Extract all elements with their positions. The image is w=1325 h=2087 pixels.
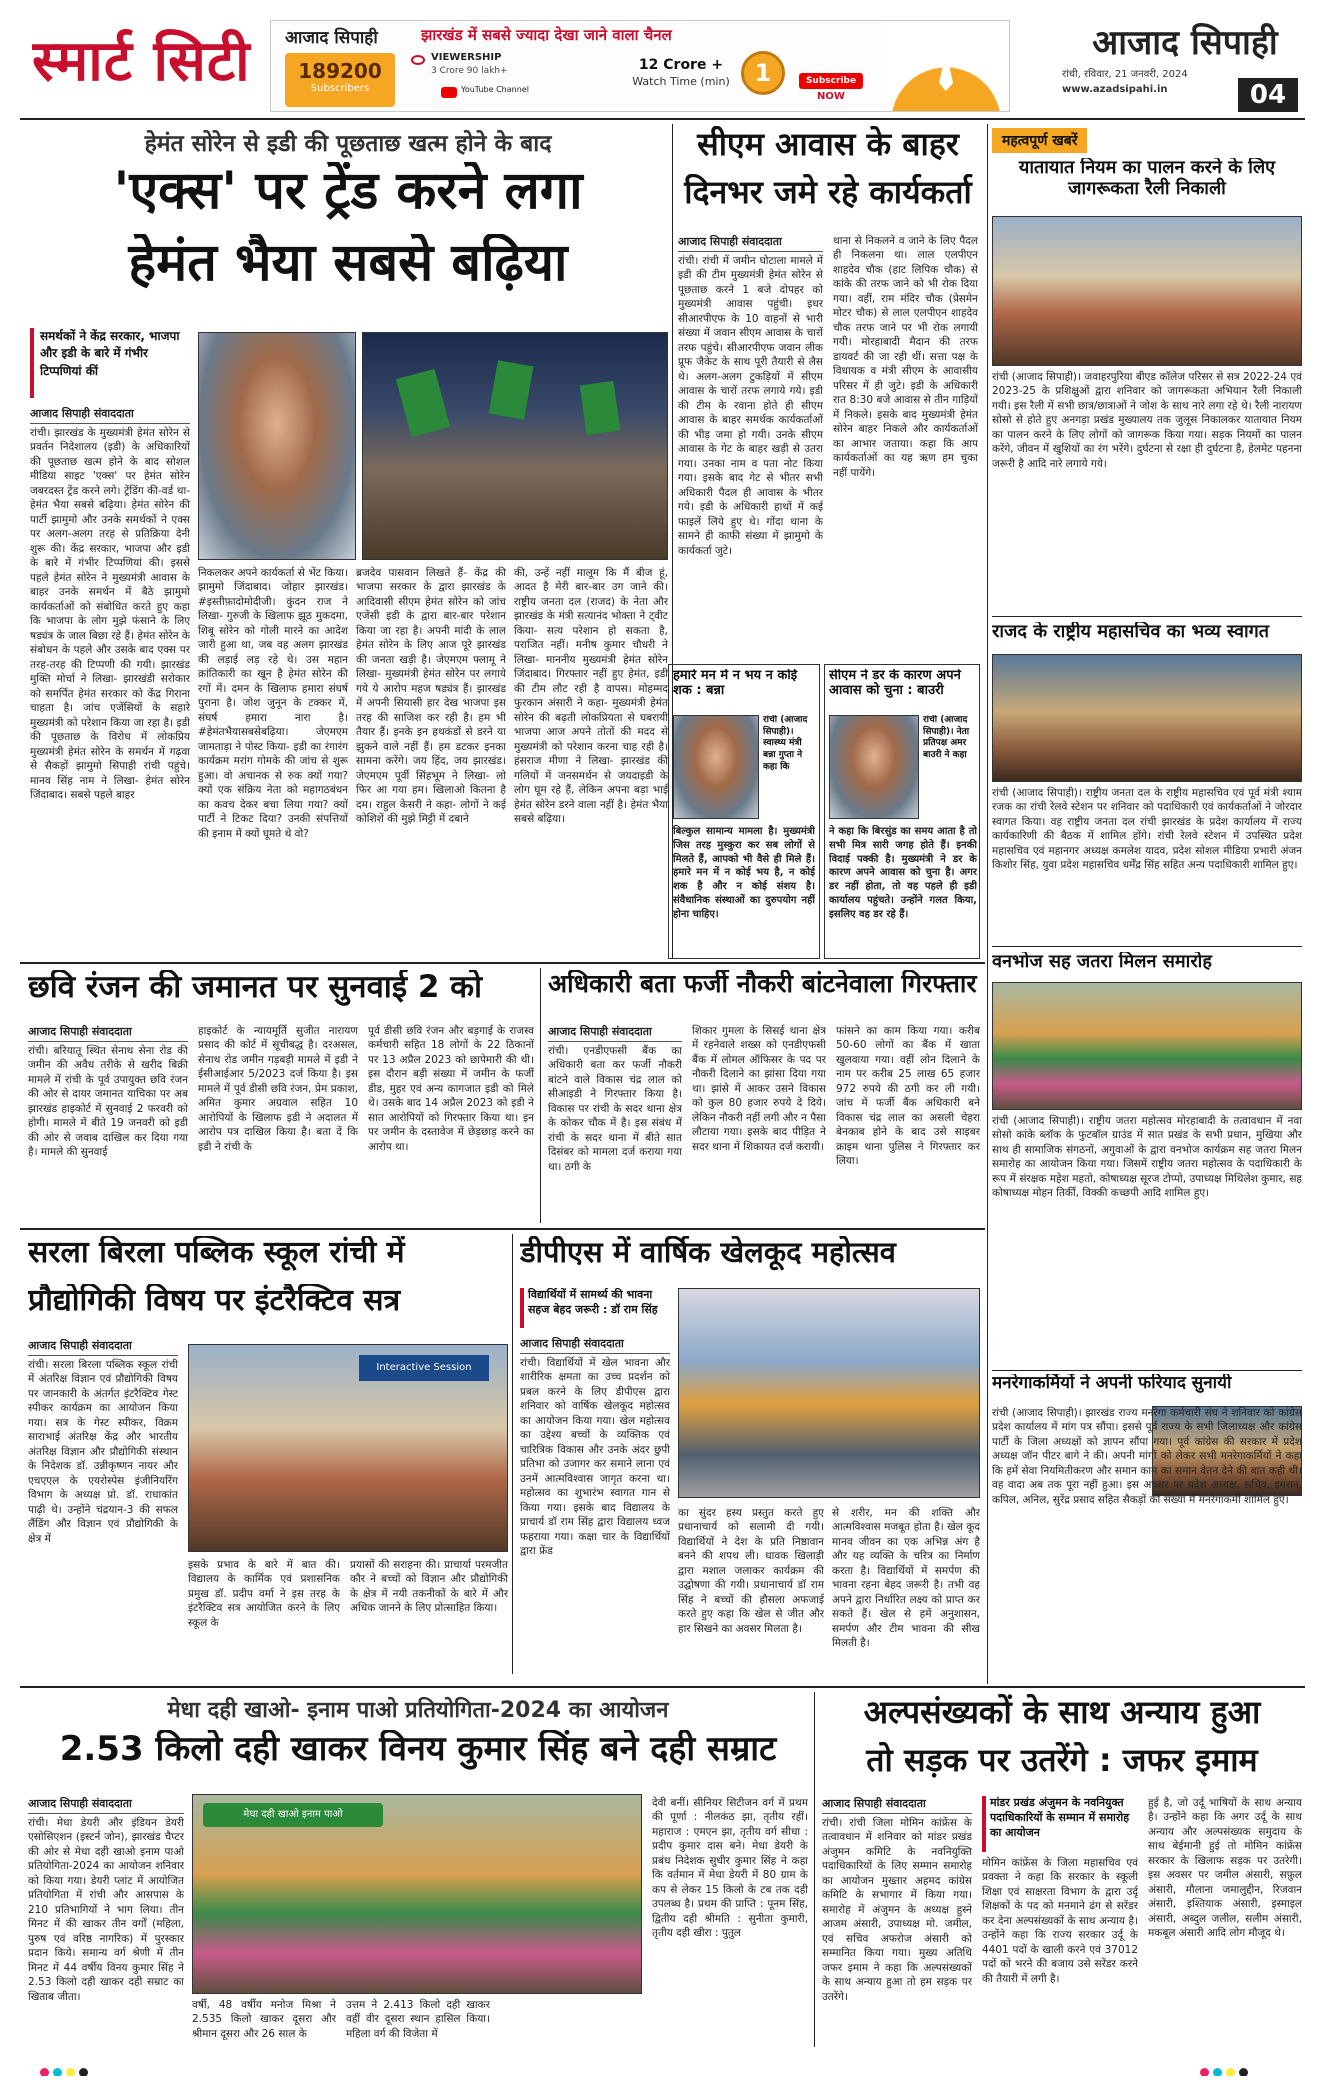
- milestone-number: 1: [754, 59, 772, 87]
- subscriber-badge: [285, 53, 395, 107]
- cm-house-headline-2: दिनभर जमे रहे कार्यकर्ता: [684, 174, 972, 211]
- lead-kicker: हेमंत सोरेन से इडी की पूछताछ खत्म होने के बाद: [144, 131, 552, 157]
- school-body-col2: इसके प्रभाव के बारे में बात की। विद्यालय के कार्मिक एवं प्रशासनिक प्रमुख डॉ. प्रदीप वर्मा ने इस तरह के इंटरैक्टिव सत्र आयोजित करने के लिए स्कूल के: [188, 1559, 340, 1629]
- cm-house-headline-1: सीएम आवास के बाहर: [697, 126, 959, 163]
- dps-body-col1: रांची। विद्यार्थियों में खेल भावना और शारीरिक क्षमता का उच्च प्रदर्शन को प्रबल करने के लिए डीपीएस द्वारा शनिवार को वार्षिक खेलकूद महोत्सव का आयोजन किया गया। खेल महोत्सव का उद्देश्य बच्चों के व्यक्तिक एवं चारित्रिक विकास और उनके अंदर छुपी प्रतिभा को उजागर कर समाने लाना एवं उनमें आत्मविश्वास जागृत करना था। महोत्सव का शुभारंभ स्वागत गान से किया गया। इसके बाद विद्यालय के प्राचार्य डॉ राम सिंह द्वारा विद्यालय ध्वज फहराया गया। कक्षा चार के विद्यार्थियों द्वारा फ्रेंड: [520, 1357, 670, 1558]
- dahi-body-col3: उत्तम ने 2.413 किलो दही खाकर वहीं वीर दूसरा स्थान हासिल किया। महिला वर्ग की विजेता में: [346, 1999, 490, 2040]
- sidebar-item4-headline: मनरेगाकर्मियों ने अपनी फरियाद सुनायी: [992, 1374, 1232, 1393]
- bauri-body: ने कहा कि बिरसुंड का समय आता है तो सभी मित्र सारी जगह होते हैं। इनकी विदाई पक्की है। मुख्यमंत्री ने डर के कारण अपने आवास को चुना है। अगर डर नहीं होता, तो वह पहले ही इडी कार्यालय पहुंचते। उन्होंने गलत किया, इसलिए वह डर रहे हैं।: [829, 826, 977, 920]
- channel-tagline: झारखंड में सबसे ज्यादा देखा जाने वाला चैनल: [421, 26, 672, 44]
- bunna-body: बिल्कुल सामान्य मामला है। मुख्यमंत्री जिस तरह मुस्कुरा कर सब लोगों से मिलते हैं, आपको भी वैसे ही मिले हैं। हमारे मन में न कोई भय है, न कोई शक है और न कोई संशय है। संवैधानिक संस्थाओं का दुरुपयोग नहीं होना चाहिए।: [673, 826, 815, 920]
- dahi-kicker: मेधा दही खाओ- इनाम पाओ प्रतियोगिता-2024 का आयोजन: [167, 1698, 669, 1723]
- lead-pullquote: समर्थकों ने केंद्र सरकार, भाजपा और इडी के बारे में गंभीर टिप्पणियां कीं: [30, 328, 190, 398]
- dahi-body-col2: वर्षी, 48 वर्षीय मनोज मिश्रा ने 2.535 किलो खाकर दूसरा और श्रीमान दूसरा और 26 साल के: [192, 1999, 336, 2040]
- sidebar-item1-photo: [992, 216, 1302, 366]
- youtube-label: YouTube Channel: [461, 85, 529, 94]
- fake-job-byline: आजाद सिपाही संवाददाता: [548, 1024, 682, 1042]
- sidebar-item2-headline: राजद के राष्ट्रीय महासचिव का भव्य स्वागत: [992, 622, 1270, 642]
- bauri-box: [824, 664, 980, 959]
- school-story: [28, 1234, 508, 1684]
- dps-body-col2: का सुंदर हस्य प्रस्तुत करते हुए प्रधानाचार्य को सलामी दी गयी। विद्यार्थियों ने देश के प्रति निष्ठावान बनने की शपथ ली। धावक खिलाड़ी द्वारा मशाल जलाकर कार्यक्रम की उद्घोषणा की गयी। प्रधानाचार्य डॉ राम सिंह ने बच्चों की हौसला अफजाई करते हुए कहा कि खेल से जीत और हार सिखने का अवसर मिलता है।: [678, 1507, 824, 1635]
- sidebar-item3-photo: [992, 982, 1302, 1110]
- subscribers-count: 189200: [298, 59, 382, 83]
- school-headline-1: सरला बिरला पब्लिक स्कूल रांची में: [28, 1236, 405, 1270]
- minority-subbox: मांडर प्रखंड अंजुमन के नवनियुक्त पदाधिकारियों के सम्मान में समारोह का आयोजन: [982, 1796, 1138, 1852]
- dps-subhead: विद्यार्थियों में सामर्थ्य की भावना सहज बेहद जरूरी : डॉ राम सिंह: [520, 1288, 670, 1328]
- lead-photo-supporters: [362, 332, 668, 560]
- lead-photo-cm: [198, 332, 356, 560]
- lead-headline-1: 'एक्स' पर ट्रेंड करने लगा: [113, 162, 583, 221]
- fake-job-body-col3: फांसने का काम किया गया। करीब 50-60 लोगों का बैंक में खाता खुलवाया गया। वहीं लोन दिलाने के नाम पर करीब 25 लाख 65 हजार 972 रुपये की ठगी कर ली गयी। जांच में फर्जी बैंक अधिकारी बने विकास चंद्र लाल का असली चेहरा बेनकाब होने के बाद उसे साइबर क्राइम थाना पुलिस ने गिरफ्तार कर लिया।: [836, 1025, 980, 1168]
- lead-byline: आजाद सिपाही संवाददाता: [30, 406, 190, 424]
- bunna-box: [668, 664, 820, 959]
- cm-house-byline: आजाद सिपाही संवाददाता: [678, 234, 823, 252]
- masthead: [0, 0, 1325, 118]
- minority-headline-1: अल्पसंख्यकों के साथ अन्याय हुआ: [863, 1694, 1261, 1731]
- website: www.azadsipahi.in: [1062, 84, 1168, 95]
- school-body-col1: रांची। सरला बिरला पब्लिक स्कूल रांची में अंतरिक्ष विज्ञान एवं प्रौद्योगिकी विषय पर जानकारी के अंतर्गत इंटरैक्टिव गेस्ट स्पीकर कार्यक्रम का आयोजन किया गया। सत्र के गेस्ट स्पीकर, विक्रम साराभाई अंतरिक्ष केंद्र और भारतीय अंतरिक्ष विज्ञान और प्रौद्योगिकी संस्थान के निदेशक डॉ. उन्नीकृष्णन नायर और एचएएल के एयरोस्पेस इंजीनियरिंग विभाग के अध्यक्ष प्रो. डॉ. राधाकांत पाढ़ी थे। उन्होंने चंद्रयान-3 की सफल लैंडिंग और विज्ञान एवं प्रौद्योगिकी के क्षेत्र में: [28, 1359, 178, 1545]
- sidebar-item1-headline: यातायात नियम का पालन करने के लिए जागरूकता रैली निकाली: [1018, 158, 1276, 199]
- fake-job-body-col1: रांची। एनडीएफसी बैंक का अधिकारी बता कर फर्जी नौकरी बांटने वाले विकास चंद्र लाल को सीआइडी ने गिरफ्तार किया है। विकास पर रांची के सदर थाना क्षेत्र के कोकर चौक में है। इस संबंध में रांची के सदर थाना में बीते सात दिसंबर को मामला दर्ज कराया गया था। ठगी के: [548, 1045, 682, 1173]
- channel-banner: [270, 20, 1010, 112]
- sidebar-item2-photo: [992, 654, 1302, 782]
- cm-house-body-col1: रांची। रांची में जमीन घोटाला मामले में इडी की टीम मुख्यमंत्री हेमंत सोरेन से पूछताछ करने 1 बजे दोपहर को मुख्यमंत्री आवास पहुंची। इधर सीआरपीएफ के 10 वाहनों से भारी संख्या में जवान सीएम आवास के चारों तरफ पहुंचे। सीआरपीएफ जवान लीक प्रूफ जैकेट के साथ पूरी तैयारी से लैस थे। अलग-अलग टुकड़ियों में सीएम आवास के चारों तरफ लगाये गये। इडी की टीम के रवाना होते ही सीएम आवास के बाहर समर्थक कार्यकर्ताओं की भीड़ जमा हो गयी। उनके सीएम आवास के गेट के बाहर खड़ी से उतरा गया। उनका नाम व पता नोट किया गया। इसके बाद गेट से भीतर सभी अधिकारी पैदल ही आवास के भीतर गये। इडी के अधिकारी हाथों में कई फाइलें लिये हुए थे। गोंदा थाना के सामने ही काफी संख्या में झामुमो के कार्यकर्ता जुटे।: [678, 255, 823, 557]
- fake-job-story: [548, 968, 980, 1228]
- bauri-headline: सीएम ने डर के कारण अपने आवास को चुना : बाउरी: [829, 669, 961, 698]
- youtube-icon: [441, 87, 457, 98]
- eye-icon: [411, 55, 425, 65]
- fake-job-body-col2: शिकार गुमला के सिसई थाना क्षेत्र में रहनेवाले शख्स को एनडीएफसी बैंक में लोमल ऑफिसर के पद पर नौकरी दिलाने का झांसा दिया गया था। झांसे में आकर उसने विकास को कुल 80 हजार रुपये दे दिये। लेकिन नौकरी नहीं लगी और न पैसा लौटाया गया। इसके बाद पीड़ित ने सदर थाना में शिकायत दर्ज करायी।: [692, 1025, 826, 1153]
- now-label: NOW: [817, 91, 845, 102]
- minority-byline: आजाद सिपाही संवाददाता: [822, 1796, 972, 1814]
- watch-time-label: Watch Time (min): [632, 75, 730, 88]
- bunna-side-label: रांची (आजाद सिपाही)। स्वास्थ्य मंत्री बन्ना गुप्ता ने कहा कि: [763, 715, 808, 772]
- dahi-headline: 2.53 किलो दही खाकर विनय कुमार सिंह बने दही सम्राट: [59, 1730, 777, 1769]
- school-byline: आजाद सिपाही संवाददाता: [28, 1338, 178, 1356]
- chhavi-body-col1: रांची। बरियातू स्थित सेनाथ सेना रोड की जमीन की अवैध तरीके से खरीद बिक्री मामले में रांची के पूर्व उपायुक्त छवि रंजन की ओर से दायर जमानत याचिका पर अब झारखंड हाइकोर्ट में सुनवाई 2 फरवरी को होगी। मामले में बीते 19 जनवरी को इडी की ओर से जवाब दाखिल कर दिया गया है। मामले की सुनवाई: [28, 1045, 188, 1159]
- watch-time-value: 12 Crore +: [638, 57, 724, 73]
- minority-story: [822, 1692, 1302, 2050]
- pen-nib-graphic: [881, 21, 1010, 112]
- bunna-photo: [673, 715, 759, 819]
- lead-body-col3: ब्रजदेव पासवान लिखते हैं- केंद्र की भाजपा सरकार के द्वारा झारखंड के आदिवासी सीएम हेमंत सोरेन को जांच एजेंसी इडी के द्वारा बार-बार परेशान किया जा रहा है। अपनी मांदी के लाल हेमंत सोरेन के लिए आज पूरे झारखंड की जनता खड़ी है। जेएमएम फ्लामू ने लिखा- मुख्यमंत्री हेमंत सोरेन पर लगाये गये ये आरोप महज षड्यंत्र हैं। झारखंड में अपनी सियासी हार देख भाजपा इस तरह की साजिश कर रही है। हम भी तैयार हैं। इनके इन हथकंडों से डरने या झुकने वाले नहीं हैं। हम डटकर इनका सामना करेंगे। जय हिंद, जय झारखंड। जेएमएम पूर्वी सिंहभूम ने लिखा- लो फिर आ गया हम। खिलाओ कितना है दम। राहुल केसरी ने कहा- लोगों ने कई कोशिशें की मुझे मिट्टी में दबाने: [356, 567, 506, 826]
- minority-body-col3: हुई है, जो उर्दू भाषियों के साथ अन्याय है। उन्होंने कहा कि अगर उर्दू के साथ अन्याय और अल्पसंख्यक समुदाय के साथ बेईमानी हुई तो मोमिन कांफ्रेंस सरकार के खिलाफ सड़क पर उतरेगी। इस अवसर पर जमील अंसारी, सफ़ुल अंसारी, मौलाना जमालुद्दीन, रिजवान अंसारी, इश्तियाक अंसारी, इस्माइल अंसारी, अब्दुल जलील, सलीम अंसारी, मकबूल अंसारी आदि लोग मौजूद थे।: [1148, 1797, 1302, 1940]
- subscribe-button: Subscribe: [799, 73, 863, 89]
- dahi-body-col4: देवी बनीं। सीनियर सिटीजन वर्ग में प्रथम की पूर्णा : नीलकंठ झा, तृतीय रहीं। महाराज : एमएन झा, तृतीय वर्ग सीधा : प्रदीप कुमार दास बने। मेधा डेयरी के प्रबंध निदेशक सुधीर कुमार सिंह ने कहा कि वर्तमान में मेधा डेयरी में 80 ग्राम के कप से लेकर 15 किलो के टब तक दही उपलब्ध है। प्रथम की प्राप्ति : पूनम सिंह, द्वितीय दही श्रीमति : सुनीता कुमारी, तृतीय दही खीरा : पुतुल: [652, 1797, 808, 1940]
- dahi-byline: आजाद सिपाही संवाददाता: [28, 1796, 184, 1814]
- minority-body-col2: मोमिन कांफ्रेंस के जिला महासचिव एवं प्रवक्ता ने कहा कि सरकार के स्कूली शिक्षा एवं साक्षरता विभाग के द्वारा उर्दू शिक्षकों के पद को मनमाने ढंग से सरेंडर कर देना अल्पसंख्यकों के साथ अन्याय है। उन्होंने कहा कि राज्य सरकार उर्दू के 4401 पदों के खाली करने एवं 37012 पदों को भरने की बजाय उसे सरेंडर करने की तैयारी में लगी है।: [982, 1857, 1138, 1985]
- sidebar: [992, 124, 1302, 1684]
- school-headline-2: प्रौद्योगिकी विषय पर इंटरैक्टिव सत्र: [28, 1284, 401, 1318]
- lead-body-col1: रांची। झारखंड के मुख्यमंत्री हेमंत सोरेन से प्रवर्तन निदेशालय (इडी) के अधिकारियों की पूछताछ खत्म होने के बाद सोशल मीडिया साइट 'एक्स' पर हेमंत सोरेन जबरदस्त ट्रेंड करने लगे। ट्रेंडिंग की-वर्ड था- हेमंत भैया सबसे बढ़िया। हेमंत सोरेन की पार्टी झामुमो और उनके समर्थकों ने एक्स पर अलग-अलग तरह से प्रतिक्रिया देनी शुरू की। केंद्र सरकार, भाजपा और इडी के बारे में गंभीर टिप्पणियां की। इससे पहले हेमंत सोरेन ने मुख्यमंत्री आवास के बाहर उनके समर्थन में बैठे झामुमो कार्यकर्ताओं को संबोधित करते हुए कहा कि भाजपा के लोग मुझे फंसाने के लिए षड्यंत्र के जाल बिछा रहे हैं। हेमंत सोरेन के संबोधन के पहले और उसके बाद एक्स पर तरह-तरह की टिप्पणी की गयी। झारखंड मुक्ति मोर्चा ने लिखा- झारखंडी सरोकार को समर्पित हेमंत सरकार को केंद्र गिराना चाहता है। जांच एजेंसियों के सहारे मुख्यमंत्री को परेशान किया जा रहा है। इडी की पूछताछ के विरोध में लोकप्रिय मुख्यमंत्री हेमंत सोरेन के समर्थन में गढ़वा से सैकड़ों झामुमो सिपाही रांची पहुंचे। मानव सिंह नाम ने लिखा- हेमंत सोरेन जिंदाबाद। सबसे पहले बाहर: [30, 427, 190, 802]
- sidebar-header-label: महत्वपूर्ण खबरें: [992, 128, 1087, 153]
- subscribers-label: Subscribers: [310, 83, 370, 94]
- school-photo-banner: Interactive Session: [359, 1355, 489, 1381]
- chhavi-body-col3: पूर्व डीसी छवि रंजन और बड़गाई के राजस्व कर्मचारी सहित 18 लोगों के 22 ठिकानों पर 13 अप्रैल 2023 को छापेमारी की थी। इस दौरान बड़ी संख्या में जमीन के फर्जी डीड, मुहर एवं अन्य कागजात इडी को मिले थे। उसके बाद 14 अप्रैल 2023 को इडी ने सात आरोपियों को गिरफ्तार किया था। इन पर जमीन के दस्तावेज में छेड़छाड़ करने का आरोप था।: [368, 1025, 534, 1153]
- minority-body-col1: रांची। रांची जिला मोमिन कांफ्रेंस के तत्वावधान में शनिवार को मांडर प्रखंड अंजुमन कमिटि के नवनियुक्ति पदाधिकारियों के लिए सम्मान समारोह का आयोजन मुख्तार अहमद कांग्रेस कमिटि के सभागार में किया गया। समारोह में अंजुमन के अध्यक्ष हुस्ने आजम अंसारी, उपाध्यक्ष मो. जमील, एवं सचिव अफरोज अंसारी को सम्मानित किया गया। मुख्य अतिथि जफर इमाम ने कहा कि अल्पसंख्यकों के साथ अन्याय हुआ तो हम सड़क पर उतरेंगे।: [822, 1817, 972, 2003]
- footer-color-dots-right: [1200, 2062, 1320, 2076]
- sidebar-item3-headline: वनभोज सह जतरा मिलन समारोह: [992, 952, 1212, 972]
- channel-brand: आजाद सिपाही: [285, 28, 378, 47]
- sidebar-item3-body: रांची (आजाद सिपाही)। राष्ट्रीय जतरा महोत्सव मोरहाबादी के तत्वावधान में नवा सोसो कांके ब्लॉक के फुटबॉल ग्राउंड में सात प्रखंड के सभी प्रधान, मुखिया और साथ ही सामाजिक संगठनों, अगुवाओं के द्वारा वनभोज कार्यक्रम सह जतरा मिलन समारोह का आयोजन किया गया। जिसमें राष्ट्रीय जतरा महोत्सव के पदाधिकारी के रूप में संरक्षक महेश महतो, कोषाध्यक्ष सूरज टोप्पो, उपाध्यक्ष मिथिलेश कुमार, सह कोषाध्यक्ष मोहन तिर्की, विक्की कच्छपी आदि शामिल हुए।: [992, 1115, 1302, 1200]
- masthead-section-title: स्मार्ट सिटी: [32, 29, 251, 94]
- milestone-badge: [741, 51, 785, 95]
- sidebar-item1-body: रांची (आजाद सिपाही)। जवाहरपुरिया बीएड कॉलेज परिसर से सत्र 2022-24 एवं 2023-25 के प्रशिक्षुओं द्वारा शनिवार को जागरूकता अभियान रैली निकाली गयी। इस रैली में सभी छात्र/छात्राओं ने जोश के साथ नारे लगा रहे थे। रैली नारायण सोसो से होते हुए अनगड़ा प्रखंड मुख्यालय तक जुलूस निकालकर यातायात नियम का पालन करने के लिए लोगों को जागरूक किया गया। सड़क नियमों का पालन करेंगे, जीवन में खुशियों का रंग भरेंगे। दुर्घटना से रक्षा ही दुर्घटना है, हेलमेट पहनना जरूरी है आदि नारे लगाये गये।: [992, 371, 1302, 470]
- paper-name: आजाद सिपाही: [1092, 23, 1278, 62]
- chhavi-byline: आजाद सिपाही संवाददाता: [28, 1024, 188, 1042]
- chhavi-headline: छवि रंजन की जमानत पर सुनवाई 2 को: [28, 970, 483, 1005]
- dps-body-col3: से शरीर, मन की शक्ति और आत्मविश्वास मजबूत होता है। खेल कूद मानव जीवन का एक अभिन्न अंग है और यह व्यक्ति के चरित्र का निर्माण करता है। विद्यार्थियों में समर्पण की भावना रहना बेहद जरूरी है। तभी वह अपने द्वारा निर्धारित लक्ष्य को प्राप्त कर सकते हैं। खेल से हमें अनुशासन, समर्पण और टीम भावना की सीख मिलती है।: [832, 1507, 980, 1650]
- dahi-body-col1: रांची। मेधा डेयरी और इंडियन डेयरी एसोसिएशन (इस्टर्न जोन), झारखंड चैप्टर की ओर से मेधा दही खाओ इनाम पाओ प्रतियोगिता-2024 का आयोजन शनिवार को किया गया। डेयरी प्लांट में आयोजित प्रतियोगिता में रांची और आसपास के 210 प्रतिभागियों ने भाग लिया। तीन मिनट में की खाकर तीन वर्गों (महिला, पुरुष एवं वरिष्ठ नागरिक) में पुरस्कार प्रदान किये। समान्य वर्ग श्रेणी में तीन मिनट में 44 वर्षीय विनय कुमार सिंह ने 2.53 किलो दही खाकर दही सम्राट का खिताब जीता।: [28, 1817, 184, 2003]
- lead-body-col4: की, उन्हें नहीं मालूम कि मैं बीज हूं, आदत है मेरी बार-बार उग जाने की। राष्ट्रीय जनता दल (राजद) के नेता और झारखंड के मंत्री सत्यानंद भोक्ता ने ट्वीट किया- सत्य परेशान हो सकता है, पराजित नहीं। मनीष कुमार चौधरी ने लिखा- माननीय मुख्यमंत्री हेमंत सोरेन जिंदाबाद। गिरफ्तार नहीं हुए हेमंत, इडी की टीम लौट रही है वापस। मोहम्मद फुरकान अंसारी ने कहा- मुख्यमंत्री हेमंत सोरेन की बढ़ती लोकप्रियता से घबरायी भाजपा आज अपने तोतों की मदद से मुख्यमंत्री को परेशान करना चाह रही है। हंसराज मीणा ने लिखा- झारखंड की गलियों में जनसमर्थन से जयदाइडी के लोग घूम रहे हैं, लेकिन अपना बड़ा भाई हेमंत सोरेन डरने वाला नहीं है। हेमंत भैया सबसे बढ़िया।: [514, 567, 668, 826]
- lead-body-col2: निकलकर अपने कार्यकर्ता से भेंट किया। झामुमो जिंदाबाद। जोहार झारखंड। #इस्तीफ़ादोमोदीजी। कुंदन राज ने लिखा- गुरुजी के खिलाफ झूठ मुकदमा, शिबू सोरेन को गोली मारने का आदेश जारी हुआ था, जब वह अलग झारखंड की लड़ाई लड़ रहे थे। उस महान क्रांतिकारी का खून है हेमंत सोरेन की रगों में। दमन के खिलाफ हमारा संघर्ष पुराना है। जोश जुनून के टक्कर में, संघर्ष हमारा नारा है। #हेमंतभैयासबसेबढ़िया। जेएमएम जामताड़ा ने पोस्ट किया- इडी का रंगारंग कार्यक्रम मरांग गोमके की जांच से शुरू हुआ। वो अचानक से रुक क्यों गया? क्यों एक संक्रिय नेता को महागठबंधन का कवच देकर बचा लिया गया? क्यों पार्टी ने टिकट दिया? उनकी संपत्तियों की इनाम में क्यों घूमते थे वो?: [198, 567, 348, 840]
- bunna-headline: हमारे मन में न भय न कोई शक : बन्ना: [673, 669, 798, 698]
- sidebar-item4-body: रांची (आजाद सिपाही)। झारखंड राज्य मनरेगा कर्मचारी संघ ने शनिवार को कांग्रेस प्रदेश कार्यालय में मांग पत्र सौंपा। इससे पूर्व राज्य के सभी जिलाध्यक्ष और कांग्रेस पार्टी के जिला अध्यक्षों को ज्ञापन सौंपा गया। पूर्व कांग्रेस की सरकार में प्रदेश अध्यक्ष जॉन पीटर बागे ने की। अपनी मांगों को लेकर सभी मनरेगाकर्मियों ने कहा कि हमें सेवा नियमितीकरण और समान काम का समान वेतन देने की बात कही थी। वह वादा अब तक पूरा नहीं हुआ। इस अवसर पर प्रदेश अध्यक्ष, सचिव, इमरान, कपिल, अनिल, सुरेंद्र प्रसाद सहित सैकड़ों की संख्या में मनरेगाकर्मी शामिल हुए।: [992, 1407, 1302, 1506]
- dps-headline: डीपीएस में वार्षिक खेलकूद महोत्सव: [520, 1236, 896, 1269]
- lead-story: [28, 124, 668, 959]
- cm-house-body-col2: थाना से निकलने व जाने के लिए पैदल ही निकलना था। लाल एलपीएन शाहदेव चौक (हाट लिपिक चौक) से कांके की तरफ जाने को भी रोक दिया गया। वहीं, राम मंदिर चौक (प्रेसमेन मोटर चौक) से लाल एलपीएन शाहदेव चौक तरफ जाने पर भी रोक लगायी गयी। मोरहाबादी मैदान की तरफ डायवर्ट की जा रही थीं। सत्ता पक्ष के विधायक व मंत्री सीएम के आवासीय परिसर में ही जुटे। इडी के अधिकारी रात 8:30 बजे आवास से तीन गाड़ियों में निकले। इसके बाद मुख्यमंत्री हेमंत सोरेन बाहर निकले और कार्यकर्ताओं का आभार जताया। कहा कि आप कार्यकर्ताओं का यह ऋण हम चुका नहीं पायेंगे।: [833, 235, 978, 479]
- footer-color-dots-left: [40, 2062, 160, 2076]
- chhavi-story: [28, 968, 536, 1228]
- chhavi-body-col2: हाइकोर्ट के न्यायमूर्ति सुजीत नारायण प्रसाद की कोर्ट में सूचीबद्ध है। दरअसल, सेनाथ रोड जमीन गड़बड़ी मामले में इडी ने ईसीआईआर 5/2023 दर्ज किया है। इस मामले में पूर्व डीसी छवि रंजन, प्रेम प्रकाश, अमित कुमार अग्रवाल सहित 10 आरोपियों के खिलाफ इडी ने अदालत में आरोप पत्र दाखिल किया है। बता दें कि इडी ने रांची के: [198, 1025, 358, 1153]
- page-number: 04: [1238, 78, 1298, 112]
- minority-headline-2: तो सड़क पर उतरेंगे : जफर इमाम: [866, 1742, 1258, 1779]
- viewership-value: 3 Crore 90 lakh+: [431, 66, 508, 76]
- sidebar-item2-body: रांची (आजाद सिपाही)। राष्ट्रीय जनता दल के राष्ट्रीय महासचिव एवं पूर्व मंत्री श्याम रजक का रांची रेलवे स्टेशन पर शनिवार को पदाधिकारी एवं कार्यकर्ताओं ने जोरदार स्वागत किया। वह राष्ट्रीय जनता दल रांची झारखंड के प्रदेश कार्यालय में राज्य कार्यकारिणी की बैठक में शामिल होंगे। रांची रेलवे स्टेशन में उपस्थित प्रदेश महासचिव एवं महानगर अध्यक्ष कमलेश यादव, प्रदेश सोशल मीडिया प्रभारी अंजन किशोर सिंह, युवा प्रदेश महासचिव धर्मेंद्र सिंह सहित अन्य पदाधिकारी शामिल हुए।: [992, 787, 1302, 872]
- cm-house-story: [678, 124, 978, 664]
- viewership-label: VIEWERSHIP: [431, 52, 502, 63]
- dps-byline: आजाद सिपाही संवाददाता: [520, 1336, 670, 1354]
- bauri-side-label: रांची (आजाद सिपाही)। नेता प्रतिपक्ष अमर बाउरी ने कहा: [923, 715, 970, 761]
- dps-story: [520, 1234, 980, 1684]
- dahi-photo-banner: मेधा दही खाओ इनाम पाओ: [203, 1803, 383, 1827]
- bauri-photo: [829, 715, 919, 819]
- dahi-photo: [192, 1794, 642, 1994]
- lead-headline-2: हेमंत भैया सबसे बढ़िया: [128, 234, 568, 293]
- fake-job-headline: अधिकारी बता फर्जी नौकरी बांटनेवाला गिरफ्तार: [548, 970, 977, 998]
- sidebar-header: [992, 128, 1302, 154]
- school-photo: [188, 1344, 508, 1552]
- dps-photo: [678, 1288, 980, 1498]
- dahi-story: [28, 1692, 808, 2050]
- dateline: रांची, रविवार, 21 जनवरी, 2024: [1062, 69, 1188, 80]
- school-body-col3: प्रयासों की सराहना की। प्राचार्या परमजीत कौर ने बच्चों को विज्ञान और प्रौद्योगिकी के क्षेत्र में नयी तकनीकों के बारे में और अधिक जानने के लिए प्रोत्साहित किया।: [350, 1559, 508, 1615]
